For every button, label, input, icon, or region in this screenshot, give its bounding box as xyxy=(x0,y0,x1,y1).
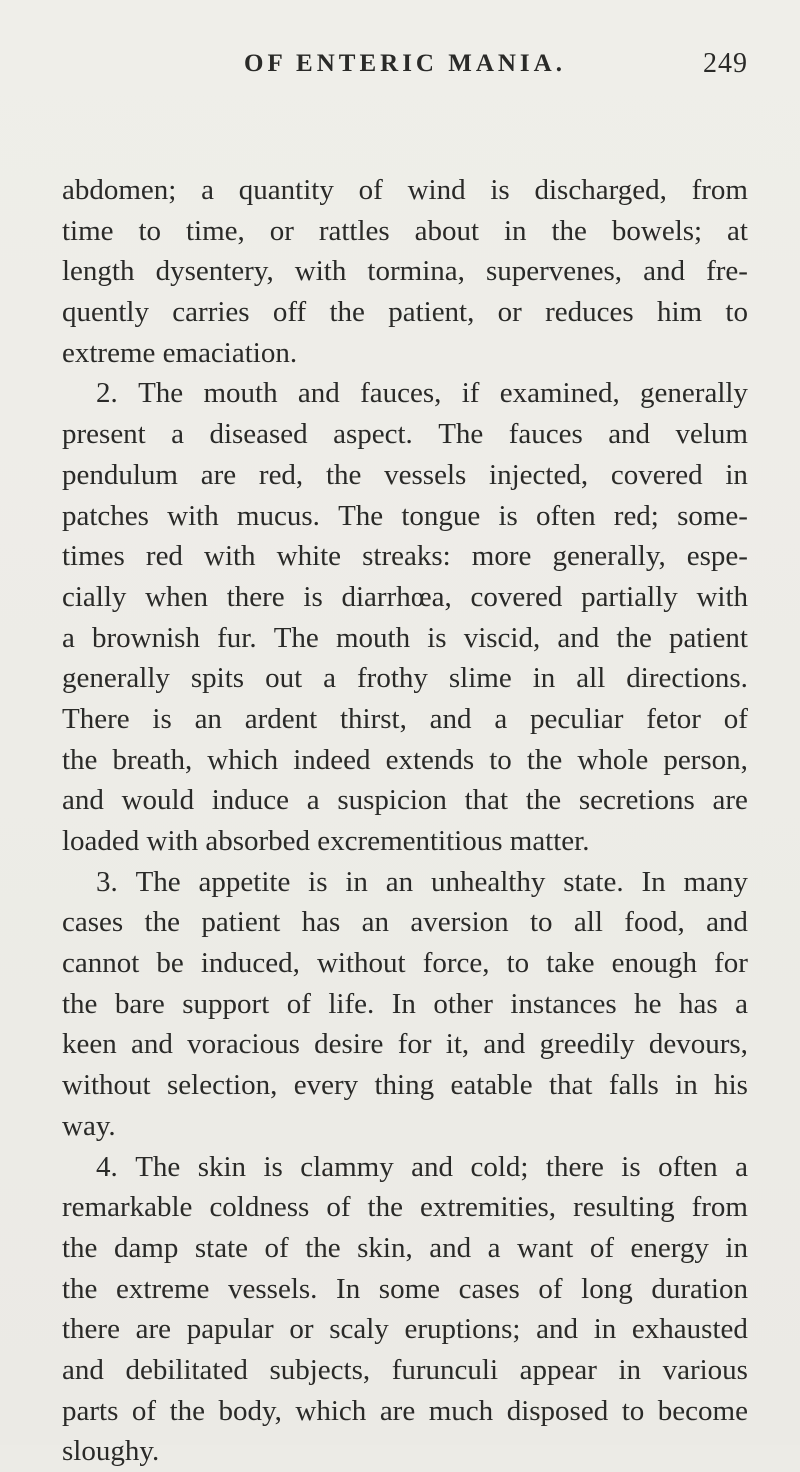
text-line: abdomen; a quantity of wind is discharged, from xyxy=(62,174,748,206)
text-line: extreme emaciation. xyxy=(62,336,298,369)
text-line: way. xyxy=(62,1109,116,1142)
text-line: times red with white streaks: more generally, espe- xyxy=(62,540,748,573)
text-line: the extreme vessels. In some cases of long duration xyxy=(62,1272,748,1305)
text-line: cases the patient has an aversion to all food, and xyxy=(62,906,748,939)
text-line: There is an ardent thirst, and a peculiar fetor of xyxy=(62,702,748,735)
text-line: present a diseased aspect. The fauces and velum xyxy=(62,418,748,451)
body-text xyxy=(62,170,748,1472)
text-line: the bare support of life. In other instances he has a xyxy=(62,987,748,1020)
text-line: sloughy. xyxy=(62,1435,160,1468)
running-head xyxy=(62,44,748,84)
text-line: a brownish fur. The mouth is viscid, and the patient xyxy=(62,621,748,654)
text-line: keen and voracious desire for it, and greedily devours, xyxy=(62,1028,748,1061)
text-line: 2. The mouth and fauces, if examined, generally xyxy=(96,377,748,410)
text-line: cially when there is diarrhœa, covered partially with xyxy=(62,580,748,613)
text-line: without selection, every thing eatable that falls in his xyxy=(62,1069,748,1102)
running-title: OF ENTERIC MANIA. xyxy=(244,50,566,77)
text-line: time to time, or rattles about in the bowels; at xyxy=(62,214,748,247)
text-line: loaded with absorbed excrementitious matter. xyxy=(62,825,590,857)
text-line: cannot be induced, without force, to take enough for xyxy=(62,947,748,980)
text-line: and debilitated subjects, furunculi appear in various xyxy=(62,1353,748,1386)
text-line: the damp state of the skin, and a want of energy in xyxy=(62,1231,748,1264)
text-line: remarkable coldness of the extremities, resulting from xyxy=(62,1191,748,1224)
text-line: patches with mucus. The tongue is often red; some- xyxy=(62,499,748,532)
text-line: quently carries off the patient, or reduces him to xyxy=(62,296,748,329)
text-line: the breath, which indeed extends to the whole person, xyxy=(62,743,748,776)
text-line: parts of the body, which are much disposed to become xyxy=(62,1394,748,1427)
text-line: 4. The skin is clammy and cold; there is often a xyxy=(96,1150,748,1183)
text-line: there are papular or scaly eruptions; and in exhausted xyxy=(62,1313,748,1346)
text-line: pendulum are red, the vessels injected, covered in xyxy=(62,458,748,491)
text-line: length dysentery, with tormina, supervenes, and fre- xyxy=(62,255,748,288)
text-line: 3. The appetite is in an unhealthy state. In many xyxy=(96,865,748,898)
page-number: 249 xyxy=(703,48,748,79)
text-line: and would induce a suspicion that the secretions are xyxy=(62,784,748,817)
text-line: generally spits out a frothy slime in all directions. xyxy=(62,662,748,695)
